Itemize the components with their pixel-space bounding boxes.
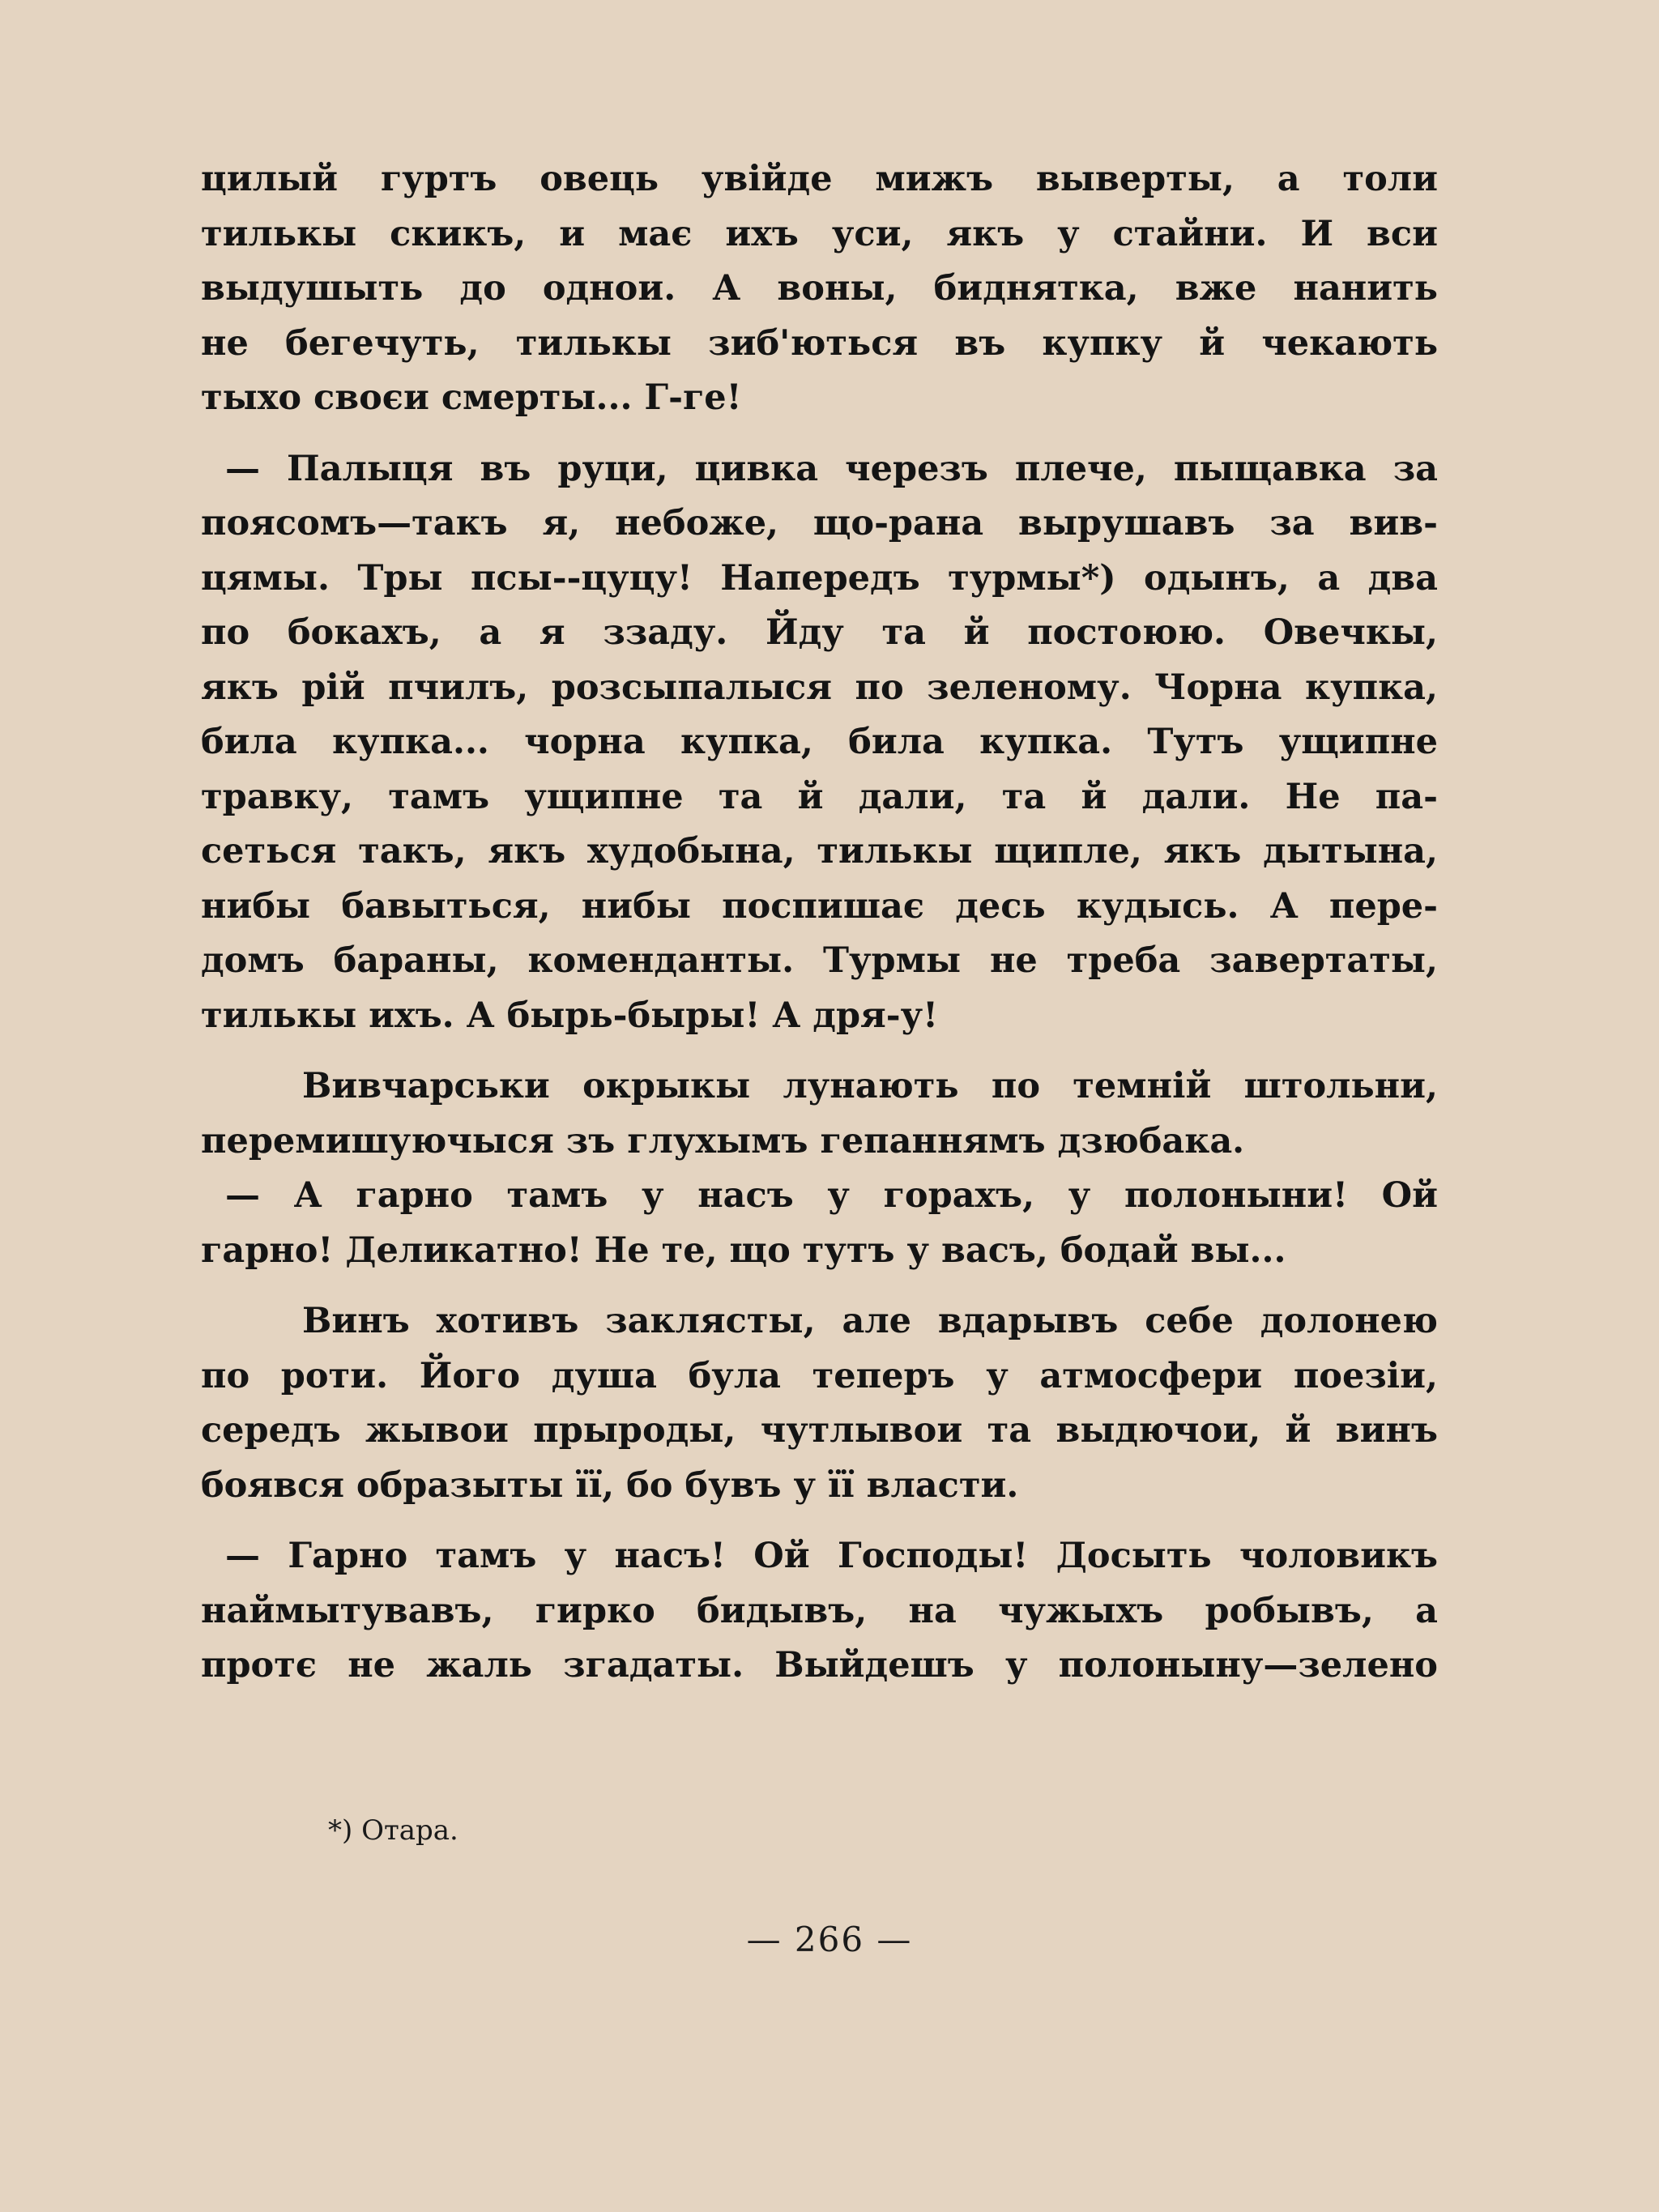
paragraph-2 [201,442,1438,1044]
text-line: — Гарно тамъ у насъ! Ой Господы! Досыть чоловикъ [225,1536,1438,1576]
text-line: якъ рій пчилъ, розсыпалыся по зеленому. Чорна купка, [201,667,1438,708]
body-text [201,152,1438,1694]
page-number: — 266 — [746,1920,913,1959]
text-line: гарно! Деликатно! Не те, що тутъ у васъ, бодай вы... [201,1230,1286,1271]
text-line: по роти. Його душа була теперъ у атмосфери поезіи, [201,1355,1438,1396]
text-line: тыхо своєи смерты... Г-ге! [201,377,742,418]
text-line: — Палыця въ руци, цивка черезъ плече, пыщавка за [225,448,1438,489]
text-line: боявся образыты її, бо бувъ у її власти. [201,1464,1019,1506]
footnote: *) Отара. [328,1814,458,1847]
text-line: цямы. Тры псы--цуцу! Напередъ турмы*) одынъ, а два [201,557,1438,599]
text-line: по бокахъ, а я ззаду. Йду та й постоюю. Овечкы, [201,612,1438,653]
text-line: — А гарно тамъ у насъ у горахъ, у полоныни! Ой [225,1175,1438,1216]
text-line: не бегечуть, тилькы зиб'ються въ купку й чекають [201,322,1438,364]
text-line: била купка... чорна купка, била купка. Тутъ ущипне [201,722,1438,762]
text-line: поясомъ—такъ я, небоже, що-рана вырушавъ за вив- [201,503,1438,543]
paragraph-1 [201,152,1438,426]
text-line: нибы бавыться, нибы поспишає десь кудысь. А пере- [201,885,1438,927]
text-line: цилый гуртъ овець увійде мижъ выверты, а толи [201,159,1438,199]
paragraph-3 [201,1059,1438,1169]
text-line: наймытувавъ, гирко бидывъ, на чужыхъ робывъ, а [201,1590,1438,1631]
text-line: травку, тамъ ущипне та й дали, та й дали. Не па- [201,776,1438,817]
text-line: Винъ хотивъ заклясты, але вдарывъ себе долонею [302,1301,1438,1341]
paragraph-4 [201,1169,1438,1278]
text-line: тилькы скикъ, и має ихъ уси, якъ у стайни. И вси [201,213,1438,254]
text-line: середъ жывои прыроды, чутлывои та выдючои, й винъ [201,1410,1438,1451]
text-line: протє не жаль згадаты. Выйдешъ у полоныну—зелено [201,1645,1438,1686]
text-line: домъ бараны, коменданты. Турмы не треба завертаты, [201,940,1438,981]
text-line: сеться такъ, якъ худобына, тилькы щипле, якъ дытына, [201,831,1438,872]
text-line: Вивчарськи окрыкы лунають по темній штольни, [302,1066,1438,1106]
paragraph-6 [201,1529,1438,1694]
text-line: тилькы ихъ. А бырь-быры! А дря-у! [201,995,939,1036]
text-line: выдушыть до однои. А воны, биднятка, вже нанить [201,268,1438,309]
text-line: перемишуючыся зъ глухымъ гепаннямъ дзюбака. [201,1120,1245,1161]
paragraph-5 [201,1294,1438,1513]
